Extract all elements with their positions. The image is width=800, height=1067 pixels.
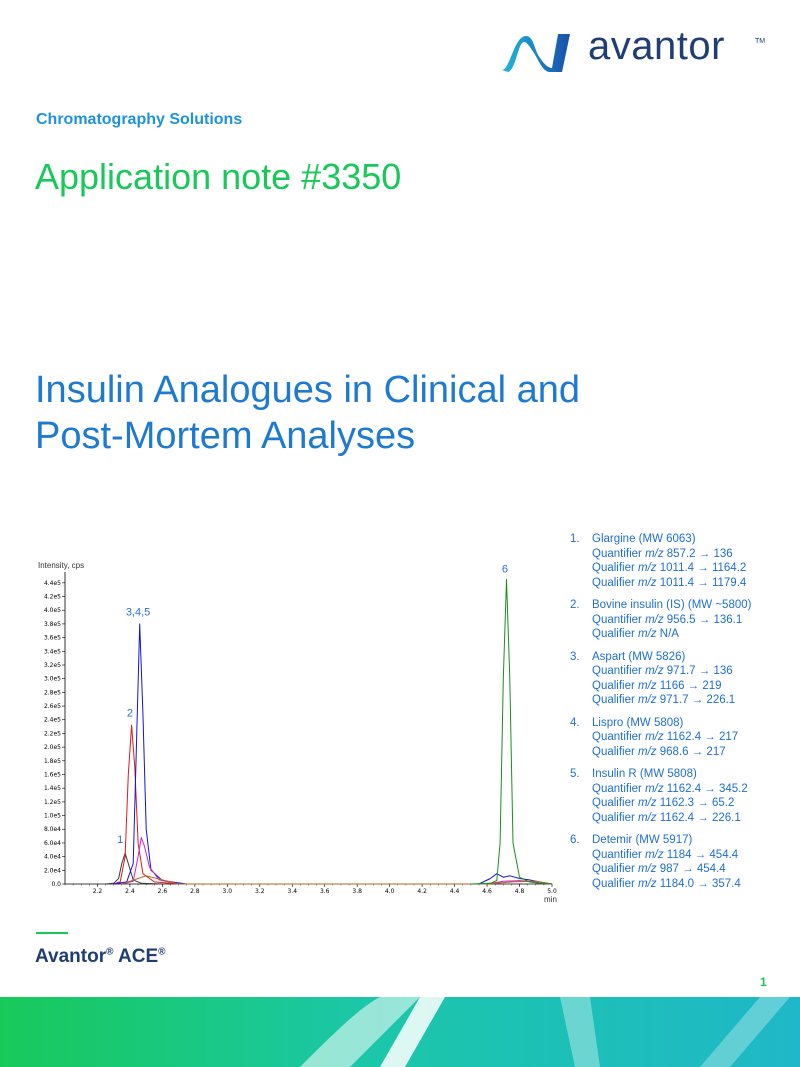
y-tick-label: 1.2e5 <box>43 798 61 806</box>
legend-transition-line <box>570 782 798 797</box>
peak-label: 6 <box>501 563 508 576</box>
legend-analyte-name: Detemir (MW 5917) <box>592 834 693 846</box>
legend-item-heading <box>570 767 798 782</box>
legend-mz-symbol: m/z <box>638 562 657 574</box>
legend-item-heading <box>570 598 798 613</box>
legend-mz-symbol: m/z <box>638 576 657 589</box>
legend-transition-line <box>570 745 798 760</box>
x-tick-label: 2.8 <box>190 888 200 895</box>
logo-wordmark: avantor <box>588 24 725 68</box>
legend-transition-text: 1011.4 → 1164.2 <box>656 562 747 574</box>
legend-transition-text: Quantifier <box>592 731 646 743</box>
x-tick-label: 5.0 <box>547 888 557 895</box>
y-tick-label: 1.8e5 <box>43 757 61 765</box>
legend-transition-text: Qualifier <box>592 797 639 809</box>
legend-transition-line <box>570 613 798 628</box>
legend-transition-line <box>570 664 798 679</box>
legend-analyte-name: Aspart (MW 5826) <box>592 650 686 663</box>
legend-item-heading <box>570 833 798 848</box>
peak-label: 3,4,5 <box>125 606 151 619</box>
x-tick-label: 3.8 <box>352 888 362 895</box>
legend-mz-symbol: m/z <box>638 694 657 706</box>
y-tick-label: 2.8e5 <box>43 689 61 697</box>
legend-transition-text: Qualifier <box>592 562 639 574</box>
chromatogram-trace <box>122 838 552 885</box>
x-tick-label: 3.6 <box>319 888 330 895</box>
x-tick-label: 2.6 <box>157 888 168 895</box>
legend-transition-line <box>570 877 798 892</box>
legend-transition-text: 1162.3 → 65.2 <box>656 797 735 809</box>
y-tick-label: 2.0e4 <box>43 867 61 875</box>
legend-transition-text: Qualifier <box>592 694 639 706</box>
y-tick-label: 1.6e5 <box>43 771 61 779</box>
legend-transition-text: 987 → 454.4 <box>656 863 726 875</box>
legend-transition-text: N/A <box>656 628 679 640</box>
brand-name <box>35 946 166 968</box>
legend-transition-text: 1184 → 454.4 <box>663 848 739 861</box>
legend-item <box>570 650 798 708</box>
legend-number: 4. <box>570 716 580 729</box>
legend-transition-text: 1162.4 → 345.2 <box>663 782 748 795</box>
y-tick-label: 4.0e5 <box>43 607 61 615</box>
legend-mz-symbol: m/z <box>638 797 657 809</box>
legend-transition-text: Qualifier <box>592 745 639 758</box>
legend-transition-text: Qualifier <box>592 877 639 890</box>
legend-transition-line <box>570 796 798 811</box>
brand-divider <box>36 932 68 934</box>
application-note-number: Application note #3350 <box>35 156 402 197</box>
legend-transition-text: Quantifier <box>592 665 646 677</box>
y-tick-label: 3.6e5 <box>43 634 61 642</box>
y-tick-label: 4.2e5 <box>43 593 61 601</box>
legend-mz-symbol: m/z <box>638 745 657 758</box>
legend-mz-symbol: m/z <box>638 628 657 640</box>
brand-name-2: ACE <box>113 946 159 967</box>
legend-transition-text: 1162.4 → 226.1 <box>656 811 741 824</box>
legend-number: 2. <box>570 599 580 611</box>
legend-item-heading <box>570 650 798 665</box>
x-tick-label: 4.2 <box>417 888 427 895</box>
y-tick-label: 3.8e5 <box>43 620 61 628</box>
legend-mz-symbol: m/z <box>638 679 657 692</box>
legend-transition-text: Quantifier <box>592 547 646 560</box>
logo-trademark: TM <box>755 38 766 45</box>
legend-transition-text: Quantifier <box>592 613 646 626</box>
legend-item <box>570 833 798 891</box>
legend-item <box>570 716 798 760</box>
chromatogram-trace <box>114 624 552 884</box>
x-tick-label: 4.0 <box>384 888 395 895</box>
peak-label: 1 <box>117 833 124 846</box>
y-tick-label: 3.0e5 <box>43 675 61 683</box>
legend-item <box>570 532 798 590</box>
legend-number: 6. <box>570 834 580 846</box>
chromatogram-trace <box>114 725 179 884</box>
legend-mz-symbol: m/z <box>645 613 664 626</box>
legend-mz-symbol: m/z <box>645 848 664 861</box>
x-tick-label: 4.6 <box>482 888 492 895</box>
y-tick-label: 6.0e4 <box>43 839 61 847</box>
legend-transition-line <box>570 848 798 863</box>
x-tick-label: 3.4 <box>287 888 298 895</box>
legend-analyte-name: Lispro (MW 5808) <box>592 716 684 729</box>
legend-mz-symbol: m/z <box>645 547 664 560</box>
legend-number: 5. <box>570 768 580 780</box>
legend-transition-line <box>570 561 798 576</box>
brand-reg-1: ® <box>106 946 114 958</box>
legend-transition-text: 1166 → 219 <box>656 679 722 692</box>
y-tick-label: 8.0e4 <box>43 826 61 834</box>
x-tick-label: 4.4 <box>449 888 460 895</box>
y-tick-label: 4.4e5 <box>43 579 61 587</box>
y-tick-label: 2.6e5 <box>43 703 61 711</box>
legend-transition-text: 1011.4 → 1179.4 <box>656 576 747 589</box>
legend-transition-text: 968.6 → 217 <box>656 745 726 758</box>
footer-gradient-band <box>0 997 800 1067</box>
legend-analyte-name: Glargine (MW 6063) <box>592 533 696 545</box>
legend-transition-line <box>570 576 798 591</box>
legend-transition-text: Quantifier <box>592 782 646 795</box>
legend-transition-text: Qualifier <box>592 811 639 824</box>
legend-analyte-name: Insulin R (MW 5808) <box>592 768 697 780</box>
section-label: Chromatography Solutions <box>36 111 243 128</box>
legend-transition-text: 956.5 → 136.1 <box>663 613 743 626</box>
x-tick-label: 3.2 <box>255 888 265 895</box>
legend-transition-line <box>570 862 798 877</box>
y-tick-label: 1.0e5 <box>43 812 61 820</box>
legend-mz-symbol: m/z <box>645 731 664 743</box>
page-number: 1 <box>760 975 767 989</box>
brand-name-1: Avantor <box>35 946 107 967</box>
legend-transition-text: Qualifier <box>592 679 639 692</box>
legend-mz-symbol: m/z <box>638 863 657 875</box>
legend-transition-line <box>570 730 798 745</box>
y-tick-label: 0.0 <box>51 881 61 888</box>
y-tick-label: 2.2e5 <box>43 730 61 738</box>
y-tick-label: 3.4e5 <box>43 648 61 656</box>
chromatogram-trace <box>471 579 552 884</box>
legend-mz-symbol: m/z <box>645 665 664 677</box>
legend-transition-line <box>570 627 798 642</box>
legend-transition-line <box>570 693 798 708</box>
legend-transition-line <box>570 547 798 562</box>
x-axis-label: min <box>544 895 557 904</box>
y-tick-label: 2.4e5 <box>43 716 61 724</box>
chromatogram-chart <box>0 550 560 910</box>
legend-item <box>570 598 798 642</box>
legend-transition-text: Qualifier <box>592 576 639 589</box>
brand-reg-2: ® <box>158 946 166 958</box>
x-tick-label: 4.8 <box>514 888 525 895</box>
legend-number: 3. <box>570 650 580 663</box>
peak-label: 2 <box>126 707 133 720</box>
legend-transition-text: 971.7 → 226.1 <box>656 694 736 706</box>
legend-mz-symbol: m/z <box>638 877 657 890</box>
legend-mz-symbol: m/z <box>638 811 657 824</box>
legend-transition-line <box>570 679 798 694</box>
analyte-legend <box>570 532 798 899</box>
y-tick-label: 4.0e4 <box>43 853 61 861</box>
legend-transition-text: Qualifier <box>592 628 639 640</box>
legend-transition-text: 1162.4 → 217 <box>663 731 739 743</box>
title-line-2: Post-Mortem Analyses <box>35 415 416 457</box>
document-title <box>35 367 715 459</box>
legend-transition-text: 971.7 → 136 <box>663 665 733 677</box>
y-tick-label: 3.2e5 <box>43 661 61 669</box>
y-tick-label: 2.0e5 <box>43 744 61 752</box>
title-line-1: Insulin Analogues in Clinical and <box>35 369 581 411</box>
legend-transition-text: Qualifier <box>592 863 639 875</box>
legend-transition-line <box>570 811 798 826</box>
legend-mz-symbol: m/z <box>645 782 664 795</box>
legend-item-heading <box>570 532 798 547</box>
legend-number: 1. <box>570 533 580 545</box>
x-tick-label: 2.2 <box>92 888 103 895</box>
legend-item-heading <box>570 716 798 731</box>
x-tick-label: 2.4 <box>125 888 135 895</box>
legend-transition-text: 857.2 → 136 <box>663 547 733 560</box>
legend-item <box>570 767 798 825</box>
y-tick-label: 1.4e5 <box>43 785 61 793</box>
legend-transition-text: Quantifier <box>592 848 646 861</box>
legend-analyte-name: Bovine insulin (IS) (MW ~5800) <box>592 599 752 611</box>
y-axis-label: Intensity, cps <box>38 561 85 570</box>
legend-transition-text: 1184.0 → 357.4 <box>656 877 741 890</box>
x-tick-label: 3.0 <box>222 888 233 895</box>
